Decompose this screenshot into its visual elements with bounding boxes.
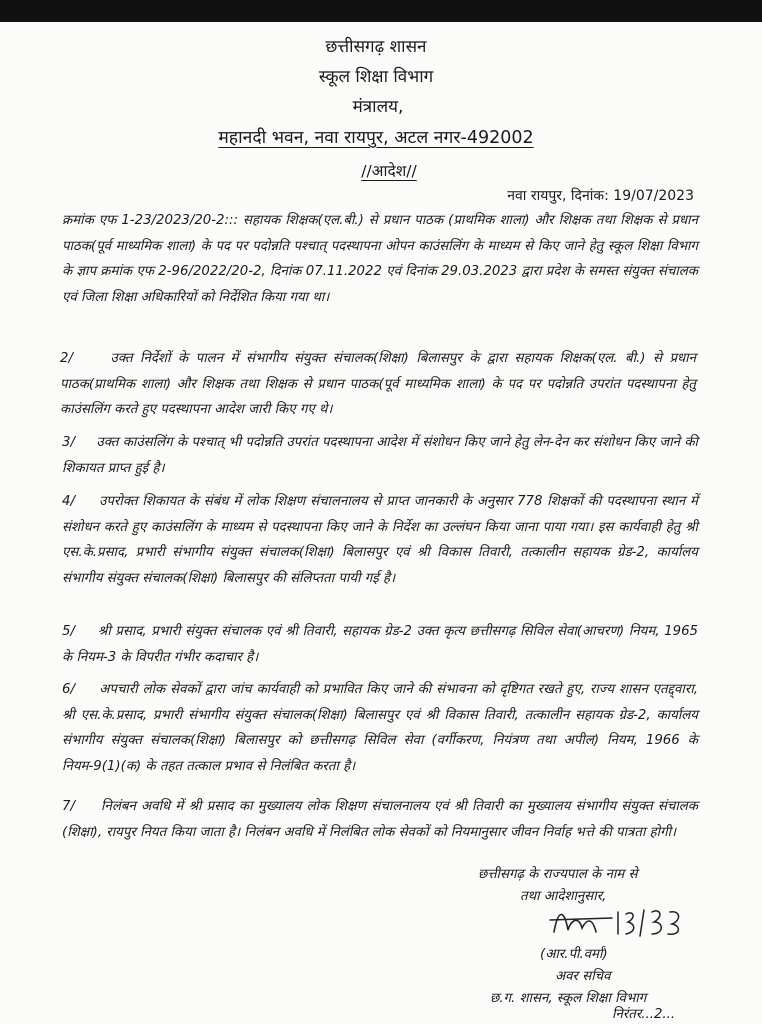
order-line: तथा आदेशानुसार, — [520, 889, 607, 904]
paragraph-6-text: अपचारी लोक सेवकों द्वारा जांच कार्यवाही को प्रभावित किए जाने की संभावना को दृष्टिगत रखते हुए, राज्य शासन एतद्द्वारा, श्री एस.के.प्रसाद, प्रभारी संभागीय संयुक्त संचालक(शिक्षा) बिलासपुर एवं श्री विकास तिवारी, तत्कालीन सहायक ग्रेड-2, कार्यालय संभागीय संयुक्त संचालक(शिक्षा) बिलासपुर को छत्तीसगढ़ सिविल सेवा (वर्गीकरण, नियंत्रण तथा अपील) नियम, 1966 के नियम-9(1)(क) के तहत तत्काल प्रभाव से निलंबित करता है। — [62, 682, 698, 774]
paragraph-1-text: सहायक शिक्षक(एल.बी.) से प्रधान पाठक (प्राथमिक शाला) और शिक्षक तथा शिक्षक से प्रधान पाठक(पूर्व माध्यमिक शाला) के पद पर पदोन्नति पश्चात् पदस्थापना ओपन काउंसलिंग के माध्यम से किए जाने हेतु स्कूल शिक्षा विभाग के ज्ञाप क्रमांक एफ 2-96/2022/20-2, दिनांक 07.11.2022 एवं दिनांक 29.03.2023 द्वारा प्रदेश के समस्त संयुक्त संचालक एवं जिला शिक्षा अधिकारियों को निर्देशित किया गया था। — [62, 213, 698, 305]
paragraph-4-text: उपरोक्त शिकायत के संबंध में लोक शिक्षण संचालनालय से प्राप्त जानकारी के अनुसार 778 शिक्षकों की पदस्थापना स्थान में संशोधन करते हुए काउंसलिंग के माध्यम से पदस्थापना किए जाने के निर्देश का उल्लंघन किया जाना पाया गया। इस कार्यवाही हेतु श्री एस.के.प्रसाद, प्रभारी संभागीय संयुक्त संचालक(शिक्षा) बिलासपुर एवं श्री विकास तिवारी, तत्कालीन सहायक ग्रेड-2, कार्यालय संभागीय संयुक्त संचालक(शिक्षा) बिलासपुर की संलिप्तता पायी गई है। — [62, 494, 698, 586]
paragraph-2 — [60, 346, 696, 423]
top-black-bar — [0, 0, 762, 22]
authority-line: छत्तीसगढ़ के राज्यपाल के नाम से — [478, 867, 638, 882]
govt-name: छत्तीसगढ़ शासन — [325, 37, 427, 57]
paragraph-number: 5/ — [62, 624, 75, 639]
paragraph-number: 2/ — [60, 351, 73, 366]
continued-note: निरंतर...2... — [612, 1007, 676, 1022]
paragraph-3 — [62, 430, 698, 481]
place-date: नवा रायपुर, दिनांक: 19/07/2023 — [507, 188, 694, 204]
reference-number: क्रमांक एफ 1-23/2023/20-2::: — [62, 213, 238, 228]
paragraph-5 — [62, 619, 698, 670]
paragraph-number: 6/ — [62, 682, 75, 697]
paragraph-number: 4/ — [62, 494, 75, 509]
paragraph-7-text: निलंबन अवधि में श्री प्रसाद का मुख्यालय लोक शिक्षण संचालनालय एवं श्री तिवारी का मुख्यालय संभागीय संयुक्त संचालक (शिक्षा), रायपुर नियत किया जाता है। निलंबन अवधि में निलंबित लोक सेवकों को नियमानुसार जीवन निर्वाह भत्ते की पात्रता होगी। — [62, 799, 698, 840]
paragraph-5-text: श्री प्रसाद, प्रभारी संयुक्त संचालक एवं श्री तिवारी, सहायक ग्रेड-2 उक्त कृत्य छत्तीसगढ़ सिविल सेवा(आचरण) नियम, 1965 के नियम-3 के विपरीत गंभीर कदाचार है। — [62, 624, 698, 665]
paragraph-3-text: उक्त काउंसलिंग के पश्चात् भी पदोन्नति उपरांत पदस्थापना आदेश में संशोधन किए जाने हेतु लेन-देन कर संशोधन किए जाने की शिकायत प्राप्त हुई है। — [62, 435, 698, 476]
office-address: महानदी भवन, नवा रायपुर, अटल नगर-492002 — [218, 128, 534, 148]
handwritten-signature — [548, 902, 696, 942]
paragraph-6 — [62, 677, 698, 779]
signatory-designation: अवर सचिव — [555, 969, 611, 984]
ministry-name: मंत्रालय, — [352, 97, 404, 117]
paragraph-1 — [62, 208, 698, 310]
signatory-department: छ.ग. शासन, स्कूल शिक्षा विभाग — [490, 991, 647, 1006]
paragraph-2-text: उक्त निर्देशों के पालन में संभागीय संयुक्त संचालक(शिक्षा) बिलासपुर के द्वारा सहायक शिक्षक(एल. बी.) से प्रधान पाठक(प्राथमिक शाला) और शिक्षक तथा शिक्षक से प्रधान पाठक(पूर्व माध्यमिक शाला) के पद पर पदोन्नति उपरांत पदस्थापना हेतु काउंसलिंग करते हुए पदस्थापना आदेश जारी किए गए थे। — [60, 351, 697, 417]
paragraph-7 — [62, 794, 698, 845]
order-title: //आदेश// — [361, 162, 417, 180]
paragraph-number: 7/ — [62, 799, 75, 814]
paragraph-number: 3/ — [62, 435, 75, 450]
signatory-name: (आर.पी.वर्मा) — [540, 947, 608, 962]
department-name: स्कूल शिक्षा विभाग — [318, 67, 434, 87]
order-document — [0, 22, 762, 1024]
paragraph-4 — [62, 489, 698, 591]
